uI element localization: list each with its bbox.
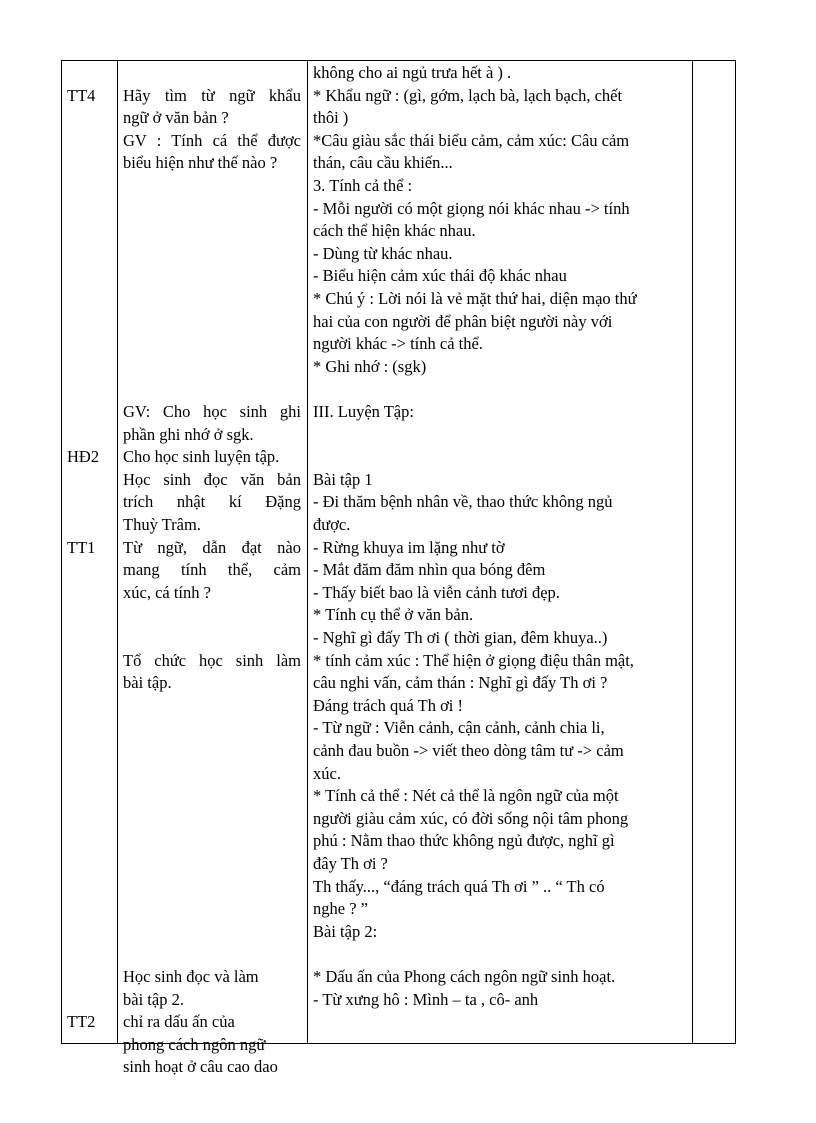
content-line: * Dấu ấn của Phong cách ngôn ngữ sinh hoạt. <box>313 967 616 986</box>
content-line: - Từ xưng hô : Mình – ta , cô- anh <box>313 989 539 1009</box>
content-line: III. Luyện Tập: <box>313 402 414 421</box>
content-line: - Biểu hiện cảm xúc thái độ khác nhau <box>313 266 567 286</box>
content-line: - Dùng từ khác nhau. <box>313 243 453 263</box>
teacher-activity-line: biểu hiện như thế nào ? <box>123 153 278 173</box>
content-line: Th thấy..., “đáng trách quá Th ơi ” .. “ Th có <box>313 876 605 896</box>
teacher-activity-line: GV : Tính cá thể được <box>123 130 301 150</box>
teacher-activity-line: trích nhật kí Đặng <box>123 492 301 512</box>
activity-code: TT4 <box>67 85 96 105</box>
activity-code: TT1 <box>67 537 96 557</box>
content-line: 3. Tính cả thể : <box>313 176 413 195</box>
teacher-activity-line: Thuỳ Trâm. <box>123 515 201 534</box>
content-line: * Khẩu ngữ : (gì, gớm, lạch bà, lạch bạch, chết <box>313 85 623 105</box>
content-line: cảnh đau buồn -> viết theo dòng tâm tư -> cảm <box>313 741 624 760</box>
content-line: - Thấy biết bao là viễn cảnh tươi đẹp. <box>313 582 560 602</box>
teacher-activity-line: mang tính thể, cảm <box>123 560 301 580</box>
teacher-activity-line: bài tập. <box>123 673 172 693</box>
teacher-activity-line: chỉ ra dấu ấn của <box>123 1012 235 1032</box>
column-divider <box>117 60 118 1044</box>
teacher-activity-line: phong cách ngôn ngữ <box>123 1034 266 1054</box>
content-line: người giàu cảm xúc, có đời sống nội tâm phong <box>313 808 629 828</box>
content-line: thôi ) <box>313 108 349 128</box>
activity-code: HĐ2 <box>67 447 100 467</box>
content-line: hai của con người để phân biệt người này với <box>313 311 613 331</box>
column-divider <box>307 60 308 1044</box>
content-line: phú : Nằm thao thức không ngủ được, nghĩ gì <box>313 831 615 851</box>
content-line: * Tính cụ thể ở văn bản. <box>313 605 474 625</box>
teacher-activity-line: phần ghi nhớ ở sgk. <box>123 424 254 444</box>
teacher-activity-line: ngữ ở văn bản ? <box>123 108 229 128</box>
teacher-activity-line: GV: Cho học sinh ghi <box>123 402 301 421</box>
teacher-activity-line: Học sinh đọc và làm <box>123 967 259 986</box>
content-line: thán, câu cầu khiến... <box>313 153 453 173</box>
content-line: - Mắt đăm đăm nhìn qua bóng đêm <box>313 560 546 580</box>
content-line: cách thể hiện khác nhau. <box>313 221 476 241</box>
content-line: *Câu giàu sắc thái biểu cảm, cảm xúc: Câu cảm <box>313 130 630 150</box>
teacher-activity-line: Từ ngữ, dẫn đạt nào <box>123 537 301 557</box>
teacher-activity-line: sinh hoạt ở câu cao dao <box>123 1057 278 1077</box>
content-line: - Rừng khuya im lặng như tờ <box>313 537 505 557</box>
content-line: * Tính cả thể : Nét cả thể là ngôn ngữ của một <box>313 786 619 806</box>
content-line: người khác -> tính cả thể. <box>313 334 483 354</box>
content-line: - Đi thăm bệnh nhân về, thao thức không ngủ <box>313 492 613 512</box>
content-line: - Nghĩ gì đấy Th ơi ( thời gian, đêm khuya..) <box>313 628 608 647</box>
content-line: - Mỗi người có một giọng nói khác nhau -> tính <box>313 198 630 218</box>
content-line: Bài tập 1 <box>313 469 373 489</box>
content-line: không cho ai ngủ trưa hết à ) . <box>313 63 512 82</box>
content-line: nghe ? ” <box>313 899 368 919</box>
content-line: Đáng trách quá Th ơi ! <box>313 695 463 715</box>
content-line: được. <box>313 515 351 534</box>
teacher-activity-line: xúc, cá tính ? <box>123 582 211 602</box>
activity-code: TT2 <box>67 1012 96 1032</box>
content-line: câu nghi vấn, cảm thán : Nghĩ gì đấy Th ơi ? <box>313 673 608 693</box>
content-line: đây Th ơi ? <box>313 854 388 873</box>
column-divider <box>692 60 693 1044</box>
content-line: - Từ ngữ : Viễn cảnh, cận cảnh, cảnh chia li, <box>313 718 605 738</box>
content-line: xúc. <box>313 763 341 783</box>
content-line: * tính cảm xúc : Thể hiện ở giọng điệu thân mật, <box>313 650 634 670</box>
content-line: * Chú ý : Lời nói là vẻ mặt thứ hai, diện mạo thứ <box>313 289 637 308</box>
teacher-activity-line: Học sinh đọc văn bản <box>123 469 301 489</box>
teacher-activity-line: Hãy tìm từ ngữ khẩu <box>123 85 301 105</box>
teacher-activity-line: Tổ chức học sinh làm <box>123 650 301 670</box>
content-line: Bài tập 2: <box>313 921 378 941</box>
content-line: * Ghi nhớ : (sgk) <box>313 356 427 376</box>
teacher-activity-line: Cho học sinh luyện tập. <box>123 447 280 467</box>
teacher-activity-line: bài tập 2. <box>123 989 184 1009</box>
